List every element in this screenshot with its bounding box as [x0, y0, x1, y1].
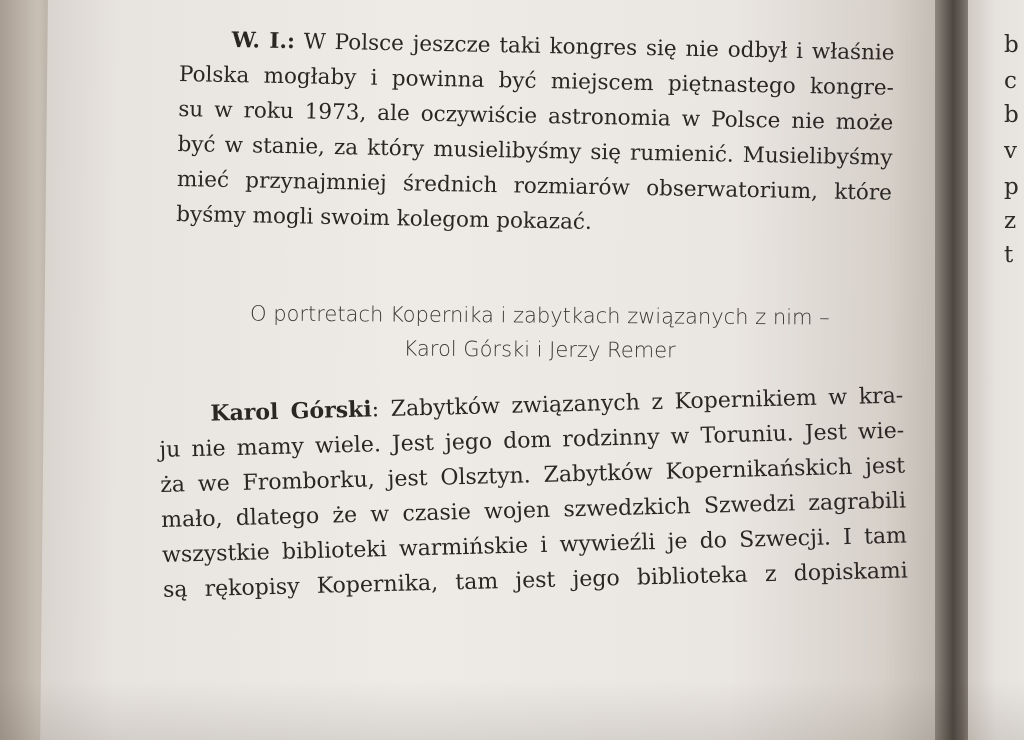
dialogue-block-2: [158, 378, 908, 607]
adjacent-page-fragment: z: [1004, 208, 1017, 234]
adjacent-page-fragment: c: [1004, 68, 1017, 94]
text-line: mało, dlatego że w czasie wojen szwedzkich Szwedzi zagrabili: [160, 488, 907, 533]
text-line: byśmy mogli swoim kolegom pokazać.: [176, 201, 593, 235]
adjacent-page-fragment: v: [1004, 138, 1017, 164]
text-line-content: : Zabytków związanych z Kopernikiem w kra-: [371, 383, 904, 423]
page-shadow: [0, 680, 1024, 740]
adjacent-page: [968, 0, 1024, 740]
text-line: są rękopisy Kopernika, tam jest jego biblioteka z dopiskami: [162, 558, 909, 603]
speaker-label: W. I.:: [231, 27, 296, 55]
dialogue-block-1: [176, 22, 895, 246]
text-line: być w stanie, za który musielibyśmy się rumienić. Musielibyśmy: [177, 131, 893, 171]
text-line: wszystkie biblioteki warmińskie i wywieźli je do Szwecji. I tam: [161, 523, 908, 568]
adjacent-page-fragment: p: [1004, 174, 1019, 200]
adjacent-page-fragment: t: [1004, 242, 1014, 268]
adjacent-page-fragment: b: [1004, 102, 1019, 128]
adjacent-page-fragment: b: [1004, 32, 1019, 58]
text-line: ża we Fromborku, jest Olsztyn. Zabytków Kopernikańskich jest: [159, 453, 906, 498]
heading-line-2: Karol Górski i Jerzy Remer: [403, 336, 676, 363]
speaker-label: Karol Górski: [210, 396, 373, 427]
section-heading: [180, 296, 900, 369]
text-line: mieć przynajmniej średnich rozmiarów obserwatorium, które: [176, 166, 893, 206]
heading-line-1: O portretach Kopernika i zabytkach związanych z nim –: [249, 301, 830, 330]
text-line: su w roku 1973, ale oczywiście astronomia w Polsce nie może: [178, 96, 894, 136]
text-line-content: W Polsce jeszcze taki kongres się nie odbył i właśnie: [303, 29, 895, 66]
text-line: Polska mogłaby i powinna być miejscem piętnastego kongre-: [178, 61, 895, 101]
text-line: ju nie mamy wiele. Jest jego dom rodzinny w Toruniu. Jest wie-: [159, 418, 905, 463]
